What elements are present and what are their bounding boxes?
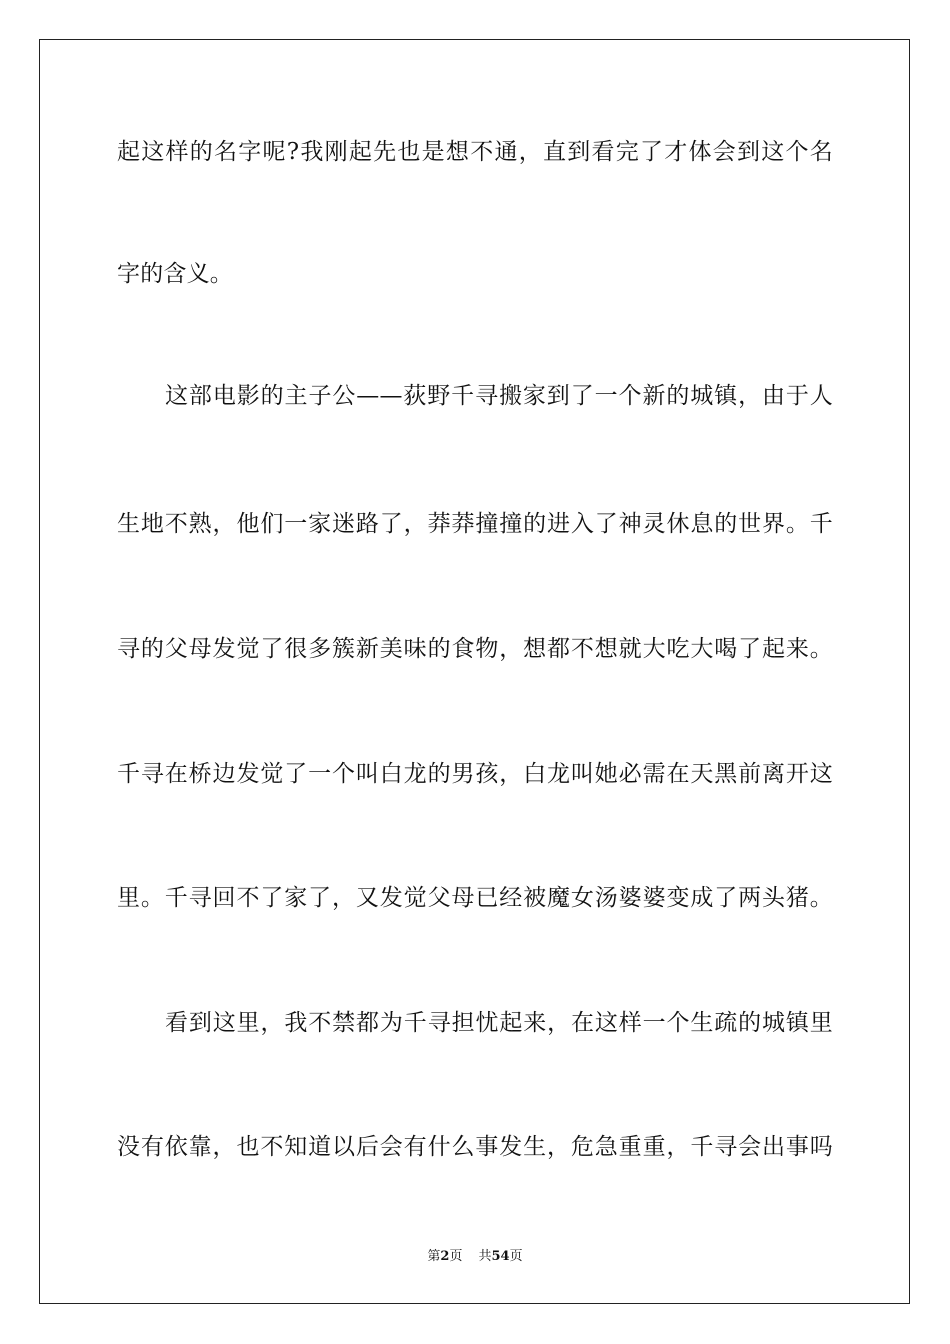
total-suffix: 页	[509, 1249, 523, 1264]
page-footer	[0, 1248, 950, 1266]
page-current: 2	[440, 1249, 450, 1264]
text-line-6: 千寻在桥边发觉了一个叫白龙的男孩，白龙叫她必需在天黑前离开这	[117, 761, 833, 787]
text-line-8: 看到这里，我不禁都为千寻担忧起来，在这样一个生疏的城镇里	[165, 1010, 833, 1036]
text-line-9: 没有依靠，也不知道以后会有什么事发生，危急重重，千寻会出事吗	[117, 1134, 833, 1160]
text-line-5: 寻的父母发觉了很多簇新美味的食物，想都不想就大吃大喝了起来。	[117, 636, 833, 662]
page-total: 54	[491, 1249, 510, 1264]
page-prefix: 第	[427, 1249, 441, 1264]
text-line-2: 字的含义。	[117, 261, 233, 287]
text-line-7: 里。千寻回不了家了，又发觉父母已经被魔女汤婆婆变成了两头猪。	[117, 885, 833, 911]
page-border	[39, 39, 910, 1304]
page-suffix: 页	[449, 1249, 463, 1264]
total-prefix: 共	[478, 1249, 492, 1264]
text-line-1: 起这样的名字呢?我刚起先也是想不通，直到看完了才体会到这个名	[117, 139, 833, 165]
text-line-3: 这部电影的主子公——荻野千寻搬家到了一个新的城镇，由于人	[165, 383, 833, 409]
text-line-4: 生地不熟，他们一家迷路了，莽莽撞撞的进入了神灵休息的世界。千	[117, 511, 833, 537]
